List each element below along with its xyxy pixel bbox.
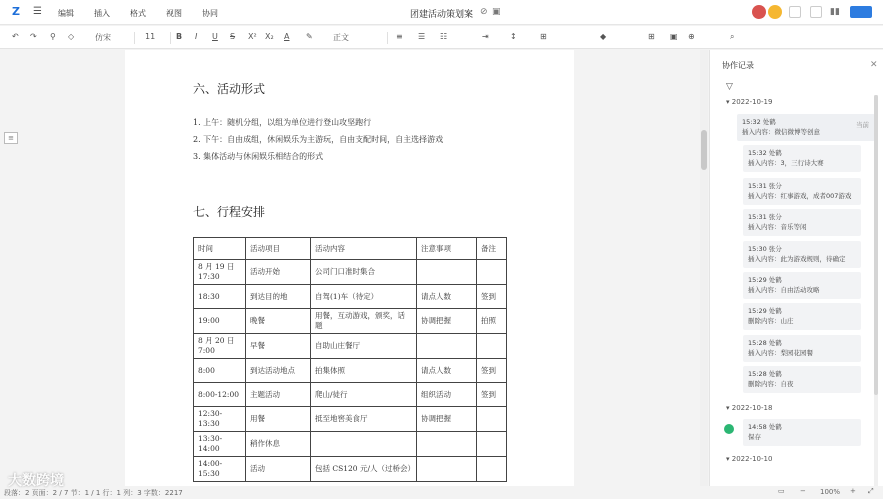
history-card[interactable] xyxy=(743,272,861,299)
filter-icon[interactable]: ▽ xyxy=(726,82,733,92)
menu-bar xyxy=(0,0,883,25)
history-card[interactable] xyxy=(743,303,861,330)
history-card[interactable] xyxy=(743,335,861,362)
table-cell: 主题活动 xyxy=(246,383,311,407)
date-group[interactable] xyxy=(726,404,772,412)
history-card[interactable] xyxy=(743,419,861,446)
card-time: 15:30 张分 xyxy=(748,245,782,253)
doc-stats: 段落：2 页面：2 / 7 节：1 / 1 行：1 列：3 字数：2217 xyxy=(4,489,183,497)
chevron-down-icon: ▾ xyxy=(726,98,732,106)
list-icon[interactable]: ☷ xyxy=(440,32,448,41)
table-cell: 爬山/徒行 xyxy=(311,383,417,407)
list-icon[interactable]: ☰ xyxy=(418,32,426,41)
menu-format[interactable]: 格式 xyxy=(130,9,146,18)
avatar[interactable] xyxy=(752,5,766,19)
table-cell: 用餐 xyxy=(246,407,311,432)
table-cell: 8 月 19 日 17:30 xyxy=(194,260,246,285)
document-title[interactable]: 团建活动策划案 xyxy=(410,10,474,20)
table-cell: 签到 xyxy=(477,285,507,309)
table-cell xyxy=(477,334,507,359)
image-icon[interactable]: ▣ xyxy=(670,32,678,41)
line-spacing-icon[interactable]: ↕ xyxy=(510,32,517,41)
panel-scrollbar-thumb[interactable] xyxy=(874,95,878,395)
table-icon[interactable]: ⊞ xyxy=(648,32,655,41)
card-content: 删除内容：自夜 xyxy=(748,380,794,388)
paint-icon[interactable]: ◆ xyxy=(600,32,607,41)
underline-button[interactable]: U xyxy=(212,32,218,41)
table-cell: 签到 xyxy=(477,359,507,383)
table-cell xyxy=(417,260,477,285)
table-cell: 签到 xyxy=(477,383,507,407)
table-cell: 协调把握 xyxy=(417,309,477,334)
table-cell: 自助山庄餐厅 xyxy=(311,334,417,359)
table-header: 活动内容 xyxy=(311,238,417,260)
table-cell: 18:30 xyxy=(194,285,246,309)
table-row xyxy=(194,260,507,285)
history-card[interactable] xyxy=(743,145,861,172)
table-cell: 8:00 xyxy=(194,359,246,383)
chart-icon[interactable]: ▮▮ xyxy=(830,7,840,17)
table-cell: 14:00-15:30 xyxy=(194,457,246,482)
table-cell: 用餐，互动游戏，颁奖，话题 xyxy=(311,309,417,334)
table-cell: 早餐 xyxy=(246,334,311,359)
table-header: 备注 xyxy=(477,238,507,260)
table-cell: 8 月 20 日 7:00 xyxy=(194,334,246,359)
menu-insert[interactable]: 插入 xyxy=(94,9,110,18)
save-icon[interactable]: ▣ xyxy=(492,7,501,17)
table-cell: 请点人数 xyxy=(417,285,477,309)
card-content: 保存 xyxy=(748,433,761,441)
table-row xyxy=(194,334,507,359)
card-time: 15:29 处鹤 xyxy=(748,307,782,315)
table-cell: 自驾(1)车（待定） xyxy=(311,285,417,309)
outline-icon[interactable]: ≡ xyxy=(4,132,18,144)
font-select[interactable]: 仿宋 xyxy=(95,32,135,44)
status-bar xyxy=(0,486,883,499)
left-sidebar xyxy=(0,50,22,499)
heading-seven: 七、行程安排 xyxy=(193,205,266,219)
date-label: 2022-10-10 xyxy=(731,455,773,463)
table-cell xyxy=(311,432,417,457)
card-time: 14:58 处鹤 xyxy=(748,423,782,431)
strike-button[interactable]: S xyxy=(230,32,236,41)
bold-button[interactable]: B xyxy=(176,32,183,41)
history-card-current[interactable] xyxy=(737,114,875,141)
date-label: 2022-10-19 xyxy=(731,98,773,106)
highlight-icon[interactable]: ✎ xyxy=(306,32,313,41)
table-cell xyxy=(477,260,507,285)
table-row xyxy=(194,432,507,457)
user-dot-icon xyxy=(724,424,734,434)
link-icon[interactable]: ⊕ xyxy=(688,32,695,41)
table-cell xyxy=(417,432,477,457)
table-header: 时间 xyxy=(194,238,246,260)
subscript-button[interactable]: X₂ xyxy=(265,32,274,41)
table-cell: 拍集体照 xyxy=(311,359,417,383)
size-select[interactable]: 11 xyxy=(145,32,171,44)
superscript-button[interactable]: X² xyxy=(248,32,257,41)
card-time: 15:28 处鹤 xyxy=(748,370,782,378)
menu-edit[interactable]: 编辑 xyxy=(58,9,74,18)
list-item: 1. 上午：随机分组，以组为单位进行登山攻坚跑行 xyxy=(193,118,372,127)
chevron-down-icon: ▾ xyxy=(726,455,732,463)
panel-title: 协作记录 xyxy=(722,61,754,70)
table-row xyxy=(194,407,507,432)
avatar[interactable] xyxy=(768,5,782,19)
table-cell: 稍作休息 xyxy=(246,432,311,457)
search-icon[interactable]: ⌕ xyxy=(730,32,735,41)
clock-icon[interactable]: ⊘ xyxy=(480,7,488,17)
card-content: 插入内容：此为游戏规则，待确定 xyxy=(748,255,846,263)
card-time: 15:29 处鹤 xyxy=(748,276,782,284)
history-card[interactable] xyxy=(743,178,861,205)
date-group[interactable] xyxy=(726,98,772,106)
table-header: 注意事项 xyxy=(417,238,477,260)
card-time: 15:31 张分 xyxy=(748,182,782,190)
table-cell: 12:30-13:30 xyxy=(194,407,246,432)
list-item: 2. 下午：自由成组，休闲娱乐为主游玩，自由支配时间，自主选择游戏 xyxy=(193,135,444,144)
schedule-table xyxy=(193,237,507,482)
fit-icon[interactable]: ▭ xyxy=(778,487,785,495)
card-content: 插入内容：梨园花园餐 xyxy=(748,349,813,357)
collaborators-icon[interactable] xyxy=(850,6,872,18)
watermark: 大数跨境 xyxy=(8,473,64,489)
card-time: 15:32 处鹤 xyxy=(748,149,782,157)
card-time: 15:32 处鹤 xyxy=(742,118,776,126)
history-card[interactable] xyxy=(743,366,861,393)
table-cell: 请点人数 xyxy=(417,359,477,383)
menu-collab[interactable]: 协同 xyxy=(202,9,218,18)
zoom-out-icon[interactable]: − xyxy=(800,487,806,495)
card-content: 插入内容：3，三行诗大赛 xyxy=(748,159,824,167)
date-label: 2022-10-18 xyxy=(731,404,773,412)
table-cell: 组织活动 xyxy=(417,383,477,407)
table-cell: 晚餐 xyxy=(246,309,311,334)
history-card[interactable] xyxy=(743,209,861,236)
italic-button[interactable]: I xyxy=(195,32,198,41)
table-cell: 公司门口准时集合 xyxy=(311,260,417,285)
current-label: 当前 xyxy=(856,121,869,129)
table-cell: 包括 CS120 元/人（过桥会） xyxy=(311,457,417,482)
table-cell xyxy=(477,457,507,482)
document-scrollbar[interactable] xyxy=(700,50,708,490)
card-time: 15:31 张分 xyxy=(748,213,782,221)
card-content: 插入内容：红事游戏，成者007游戏 xyxy=(748,192,852,200)
history-card[interactable] xyxy=(743,241,861,268)
scrollbar-thumb[interactable] xyxy=(701,130,707,170)
clock-icon[interactable] xyxy=(810,6,822,18)
zoom-in-icon[interactable]: + xyxy=(850,487,856,495)
toolbar xyxy=(0,26,883,49)
share-icon[interactable] xyxy=(789,6,801,18)
card-content: 插入内容：微信微博等创意 xyxy=(742,128,820,136)
table-cell: 活动 xyxy=(246,457,311,482)
collab-history-panel xyxy=(709,50,883,499)
undo-icon[interactable]: ↶ xyxy=(12,32,19,41)
table-cell: 到达目的地 xyxy=(246,285,311,309)
style-select[interactable]: 正文 xyxy=(333,32,388,44)
app-logo[interactable]: Z xyxy=(12,5,20,18)
table-cell xyxy=(477,432,507,457)
eraser-icon[interactable]: ◇ xyxy=(68,32,75,41)
card-content: 插入内容：自由活动攻略 xyxy=(748,286,820,294)
menu-view[interactable]: 视图 xyxy=(166,9,182,18)
table-cell: 到达活动地点 xyxy=(246,359,311,383)
list-item: 3. 集体活动与休闲娱乐相结合的形式 xyxy=(193,152,324,161)
table-row xyxy=(194,285,507,309)
heading-six: 六、活动形式 xyxy=(193,82,266,96)
fullscreen-icon[interactable]: ⤢ xyxy=(868,487,874,495)
table-icon[interactable]: ⊞ xyxy=(540,32,547,41)
table-cell: 抵至地窖美食厅 xyxy=(311,407,417,432)
align-icon[interactable]: ≡ xyxy=(396,32,403,41)
chevron-down-icon: ▾ xyxy=(726,404,732,412)
document-page[interactable] xyxy=(125,50,574,490)
indent-icon[interactable]: ⇥ xyxy=(482,32,489,41)
table-cell xyxy=(417,334,477,359)
table-row xyxy=(194,359,507,383)
date-group[interactable] xyxy=(726,455,772,463)
table-cell: 13:30-14:00 xyxy=(194,432,246,457)
table-row xyxy=(194,383,507,407)
table-row xyxy=(194,457,507,482)
table-cell: 拍照 xyxy=(477,309,507,334)
format-painter-icon[interactable]: ⚲ xyxy=(50,32,56,41)
table-cell: 协调把握 xyxy=(417,407,477,432)
card-content: 插入内容：音乐等闲 xyxy=(748,223,807,231)
font-color-button[interactable]: A xyxy=(284,32,290,41)
table-cell: 活动开始 xyxy=(246,260,311,285)
table-row xyxy=(194,309,507,334)
card-time: 15:28 处鹤 xyxy=(748,339,782,347)
table-cell: 8:00-12:00 xyxy=(194,383,246,407)
table-header: 活动项目 xyxy=(246,238,311,260)
zoom-level[interactable]: 100% xyxy=(820,488,841,496)
redo-icon[interactable]: ↷ xyxy=(30,32,37,41)
card-content: 删除内容：山庄 xyxy=(748,317,794,325)
table-cell xyxy=(417,457,477,482)
table-cell: 19:00 xyxy=(194,309,246,334)
table-cell xyxy=(477,407,507,432)
hamburger-icon[interactable]: ☰ xyxy=(33,6,42,17)
close-icon[interactable]: ✕ xyxy=(870,60,878,70)
